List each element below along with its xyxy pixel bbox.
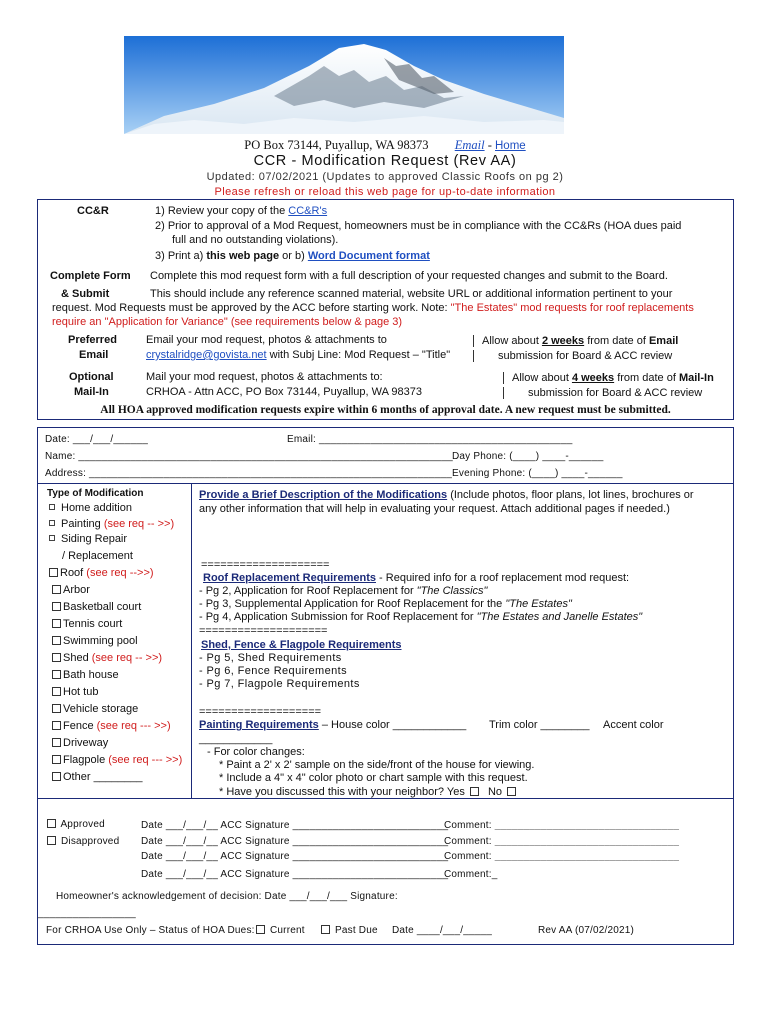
no-checkbox-icon[interactable] (507, 787, 516, 796)
form-divider-bottom (38, 798, 733, 799)
roof-req-2: - Pg 3, Supplemental Application for Roof Replacement for the "The Estates" (199, 598, 572, 610)
ccr-label: CC&R (77, 205, 109, 217)
type-shed[interactable]: Shed (see req -- >>) (52, 652, 162, 664)
separator: - (487, 138, 495, 152)
checkbox-icon (49, 568, 58, 577)
refresh-note: Please refresh or reload this web page for up-to-date information (214, 186, 556, 198)
preferred-allow-2: submission for Board & ACC review (473, 350, 672, 362)
checkbox-icon (47, 819, 56, 828)
comment-1[interactable]: Comment: ________________________________ (444, 820, 680, 831)
type-painting[interactable]: Painting (see req -- >>) (49, 518, 174, 530)
checkbox-icon (49, 520, 55, 526)
approved-option[interactable]: Approved (47, 819, 105, 830)
type-arbor[interactable]: Arbor (52, 584, 90, 596)
homeowner-acknowledgement[interactable]: Homeowner's acknowledgement of decision: Date ___/___/___ Signature: (56, 891, 398, 902)
preferred-line-2: crystalridge@govista.net with Subj Line: Mod Request – "Title" (146, 349, 451, 361)
preferred-allow-1: Allow about 2 weeks from date of Email (473, 335, 678, 347)
hoa-email-link[interactable]: crystalridge@govista.net (146, 349, 267, 361)
complete-line-4: require an "Application for Variance" (see requirements below & page 3) (52, 316, 403, 328)
description-line-2: any other information that will help in evaluating your request. Attach additional pages if needed.) (199, 503, 670, 515)
checkbox-icon (49, 535, 55, 541)
optional-line-2: CRHOA - Attn ACC, PO Box 73144, Puyallup, WA 98373 (146, 386, 422, 398)
checkbox-icon (321, 925, 330, 934)
type-hottub[interactable]: Hot tub (52, 686, 98, 698)
type-siding-2: / Replacement (62, 550, 133, 562)
expiration-notice: All HOA approved modification requests expire within 6 months of approval date. A new request must be submitted. (100, 404, 671, 416)
roof-req-1: - Pg 2, Application for Roof Replacement for "The Classics" (199, 585, 488, 597)
checkbox-icon (256, 925, 265, 934)
checkbox-icon (52, 653, 61, 662)
description-line-1: Provide a Brief Description of the Modifications (Include photos, floor plans, lot lines, brochures or (199, 489, 694, 501)
shed-req-3: - Pg 7, Flagpole Requirements (199, 678, 360, 690)
type-roof[interactable]: Roof (see req -->>) (49, 567, 154, 579)
type-vehicle[interactable]: Vehicle storage (52, 703, 138, 715)
mail-in-label: Mail-In (74, 386, 109, 398)
optional-line-1: Mail your mod request, photos & attachments to: (146, 371, 383, 383)
trim-color-field[interactable]: Trim color ________ (489, 719, 590, 731)
type-home-addition[interactable]: Home addition (49, 502, 132, 514)
rule-2: ==================== (199, 625, 328, 637)
address-text: PO Box 73144, Puyallup, WA 98373 (244, 138, 429, 152)
email-link[interactable]: Email (454, 138, 485, 152)
acc-signature-3[interactable]: Date ___/___/__ ACC Signature ___________________________ (141, 851, 449, 862)
checkbox-icon (52, 738, 61, 747)
color-change-1: - For color changes: (207, 746, 305, 758)
shed-requirements: Shed, Fence & Flagpole Requirements (201, 639, 402, 651)
dues-past-due-option[interactable]: Past Due (321, 925, 378, 936)
mountain-illustration (124, 36, 564, 134)
preferred-label: Preferred (68, 334, 117, 346)
checkbox-icon (52, 721, 61, 730)
acc-signature-2[interactable]: Date ___/___/__ ACC Signature ___________________________ (141, 836, 449, 847)
type-swimming[interactable]: Swimming pool (52, 635, 138, 647)
complete-line-1: Complete this mod request form with a full description of your requested changes and submit to the Board. (150, 270, 668, 282)
color-change-2: * Paint a 2' x 2' sample on the side/front of the house for viewing. (219, 759, 535, 771)
optional-allow-2: submission for Board & ACC review (503, 387, 702, 399)
acc-signature-4[interactable]: Date ___/___/__ ACC Signature ___________________________ (141, 869, 449, 880)
type-bath[interactable]: Bath house (52, 669, 119, 681)
date-field[interactable]: Date: ___/___/______ (45, 434, 148, 445)
complete-line-3: request. Mod Requests must be approved by the ACC before starting work. Note: "The Estates" mod requests for roof replacements (52, 302, 694, 314)
name-field[interactable]: Name: _________________________________________________________________ (45, 451, 453, 462)
dues-current-option[interactable]: Current (256, 925, 305, 936)
type-flagpole[interactable]: Flagpole (see req --- >>) (52, 754, 182, 766)
preferred-line-1: Email your mod request, photos & attachments to (146, 334, 387, 346)
disapproved-option[interactable]: Disapproved (47, 836, 119, 847)
yes-checkbox-icon[interactable] (470, 787, 479, 796)
roof-req-3: - Pg 4, Application Submission for Roof Replacement for "The Estates and Janelle Estates" (199, 611, 643, 623)
accent-color-line[interactable]: ____________ (199, 733, 273, 745)
checkbox-icon (52, 619, 61, 628)
ccr-item-2a: 2) Prior to approval of a Mod Request, homeowners must be in compliance with the CC&Rs (HOA dues paid (155, 220, 682, 232)
type-siding[interactable]: Siding Repair (49, 533, 127, 545)
checkbox-icon (52, 704, 61, 713)
office-date-field[interactable]: Date ____/___/_____ (392, 925, 492, 936)
address-line (0, 138, 770, 153)
type-heading: Type of Modification (47, 488, 144, 499)
painting-requirements: Painting Requirements – House color ____________ (199, 719, 467, 731)
submit-label: & Submit (61, 288, 110, 300)
type-basketball[interactable]: Basketball court (52, 601, 141, 613)
acc-signature-1[interactable]: Date ___/___/__ ACC Signature ___________________________ (141, 820, 449, 831)
optional-label: Optional (69, 371, 114, 383)
roof-requirements: Roof Replacement Requirements - Required info for a roof replacement mod request: (203, 572, 630, 584)
checkbox-icon (52, 687, 61, 696)
checkbox-icon (52, 602, 61, 611)
type-other[interactable]: Other ________ (52, 771, 143, 783)
shed-req-2: - Pg 6, Fence Requirements (199, 665, 347, 677)
revision-label: Rev AA (07/02/2021) (538, 925, 635, 936)
address-field[interactable]: Address: _______________________________________________________________ (45, 468, 453, 479)
shed-req-1: - Pg 5, Shed Requirements (199, 652, 342, 664)
office-use-label: For CRHOA Use Only – Status of HOA Dues: (46, 925, 255, 936)
updated-note: Updated: 07/02/2021 (Updates to approved Classic Roofs on pg 2) (206, 171, 564, 183)
page-title: CCR - Modification Request (Rev AA) (253, 153, 517, 169)
checkbox-icon (52, 670, 61, 679)
comment-3[interactable]: Comment: ________________________________ (444, 851, 680, 862)
ccr-item-2b: full and no outstanding violations). (172, 234, 339, 246)
complete-form-label: Complete Form (50, 270, 131, 282)
type-driveway[interactable]: Driveway (52, 737, 108, 749)
preferred-email-label: Email (79, 349, 109, 361)
comment-4[interactable]: Comment:_ (444, 869, 498, 880)
column-divider (191, 484, 192, 798)
complete-line-2: This should include any reference scanned material, website URL or additional information pertinent to your (150, 288, 673, 300)
comment-2[interactable]: Comment: ________________________________ (444, 836, 680, 847)
header-mountain-image (124, 36, 564, 134)
type-tennis[interactable]: Tennis court (52, 618, 122, 630)
home-link[interactable]: Home (495, 140, 526, 152)
ccr-item-1: 1) Review your copy of the CC&R's (155, 205, 328, 217)
checkbox-icon (52, 755, 61, 764)
footer-dash-line: _________________ (38, 908, 136, 919)
checkbox-icon (52, 636, 61, 645)
checkbox-icon (47, 836, 56, 845)
evening-phone-field[interactable]: Evening Phone: (____) ____-______ (452, 468, 623, 479)
color-change-4: * Have you discussed this with your neighbor? Yes No (219, 786, 518, 798)
email-field[interactable]: Email: ____________________________________________ (287, 434, 573, 445)
word-doc-link[interactable]: Word Document format (307, 250, 430, 262)
checkbox-icon (52, 585, 61, 594)
form-divider-top (38, 483, 733, 484)
optional-allow-1: Allow about 4 weeks from date of Mail-In (503, 372, 714, 384)
type-fence[interactable]: Fence (see req --- >>) (52, 720, 171, 732)
color-change-3: * Include a 4" x 4" color photo or chart sample with this request. (219, 772, 528, 784)
ccr-item-3: 3) Print a) this web page or b) Word Document format (155, 250, 430, 262)
ccrs-link[interactable]: CC&R's (288, 205, 328, 217)
accent-color-field[interactable]: Accent color (603, 719, 664, 731)
checkbox-icon (49, 504, 55, 510)
rule-1: ==================== (201, 559, 330, 571)
day-phone-field[interactable]: Day Phone: (____) ____-______ (452, 451, 604, 462)
checkbox-icon (52, 772, 61, 781)
rule-3: =================== (199, 706, 322, 718)
